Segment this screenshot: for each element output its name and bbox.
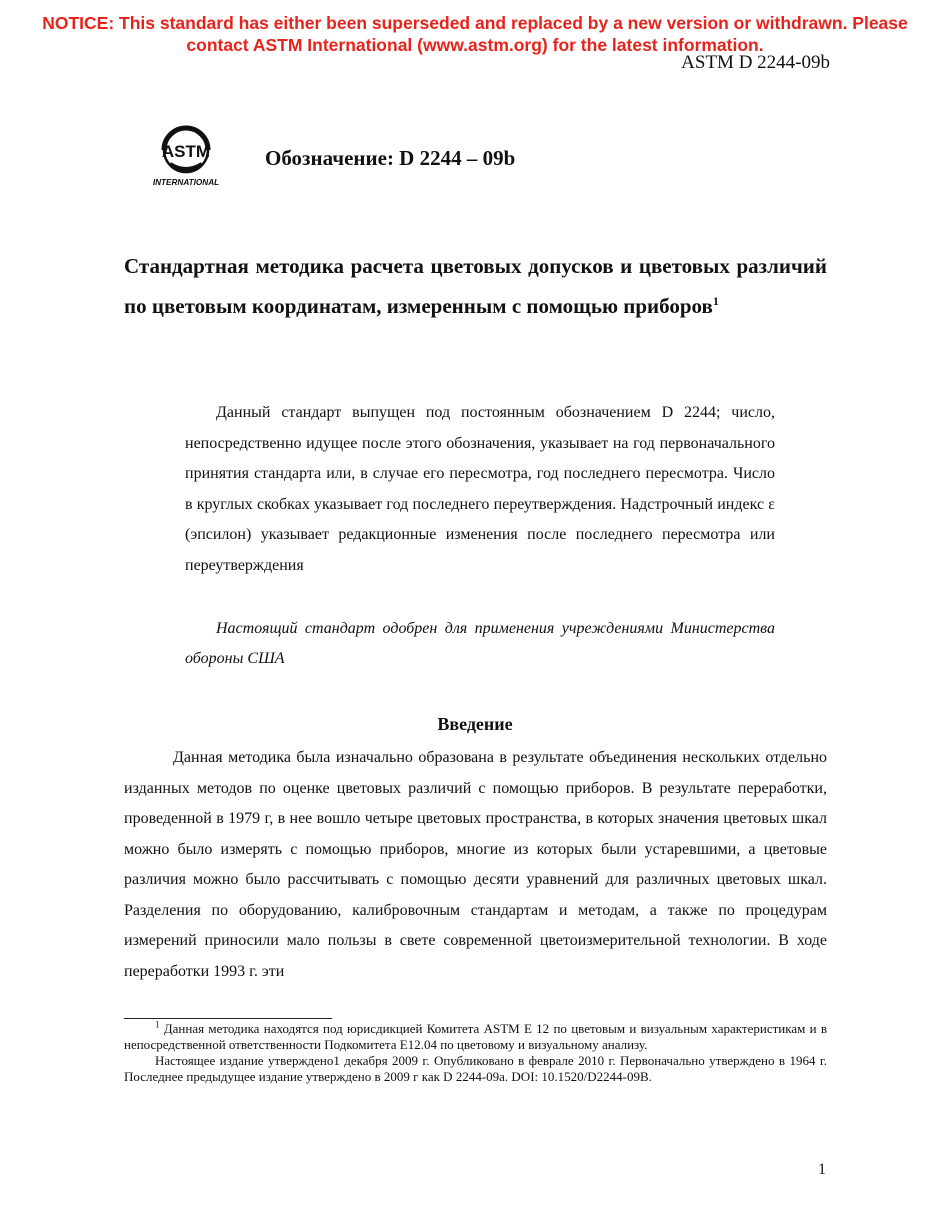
logo-wordmark: ASTM	[161, 142, 211, 161]
notice-line-1: NOTICE: This standard has either been superseded and replaced by a new version or withdrawn. Please	[42, 13, 908, 33]
footnote-2: Настоящее издание утверждено1 декабря 2009 г. Опубликовано в феврале 2010 г. Первоначально утверждено в 1964 г. Последнее предыдущее издание утверждено в 2009 г как D 2244-09a. DOI: 10.1520/D2244-09B.	[124, 1053, 827, 1084]
introduction-body	[124, 743, 827, 987]
withdrawal-notice	[0, 12, 950, 56]
astm-international-logo	[148, 124, 226, 190]
document-title	[124, 246, 827, 326]
designation-title: Обозначение: D 2244 – 09b	[265, 146, 516, 170]
preamble-text: Данный стандарт выпущен под постоянным обозначением D 2244; число, непосредственно идущее после этого обозначения, указывает на год первоначального принятия стандарта или, в случае его пересмотра, год последнего пересмотра. Число в круглых скобках указывает год последнего переутверждения. Надстрочный индекс ε (эпсилон) указывает редакционные изменения после последнего пересмотра или переутверждения	[185, 404, 775, 574]
section-heading-introduction: Введение	[437, 714, 513, 734]
footnote-1	[124, 1021, 827, 1053]
introduction-text: Данная методика была изначально образована в результате объединения нескольких отдельно изданных методов по оценке цветовых различий с помощью приборов. В результате переработки, проведенной в 1979 г, в нее вошло четыре цветовых пространства, в которых значения цветовых шкал можно было измерять с помощью приборов, многие из которых были устаревшими, а цветовые различия можно было рассчитывать с помощью десяти уравнений для различных цветовых шкал. Разделения по оборудованию, калибровочным стандартам и методам, а также по процедурам измерений приносили мало пользы в свете современной цветоизмерительной технологии. В ходе переработки 1993 г. эти	[124, 749, 827, 980]
logo-emblem-icon	[162, 128, 210, 172]
header-standard-code: ASTM D 2244-09b	[681, 52, 830, 73]
footnotes	[124, 1021, 827, 1085]
notice-line-2: contact ASTM International (www.astm.org) for the latest information.	[186, 35, 764, 55]
logo-caption: INTERNATIONAL	[152, 178, 220, 187]
approval-statement	[185, 614, 775, 674]
title-footnote-ref[interactable]: 1	[712, 294, 719, 308]
approval-text: Настоящий стандарт одобрен для применения учреждениями Министерства обороны США	[185, 620, 775, 667]
footnote-1-text: Данная методика находятся под юрисдикцией Комитета ASTM E 12 по цветовым и визуальным характеристикам и в непосредственной ответственности Подкомитета E12.04 по цветовому и визуальному анализу.	[124, 1021, 827, 1052]
document-title-text: Стандартная методика расчета цветовых допусков и цветовых различий по цветовым координатам, измеренным с помощью приборов	[124, 254, 827, 318]
footnote-1-marker: 1	[155, 1019, 160, 1030]
page-number: 1	[818, 1161, 826, 1178]
preamble-paragraph	[185, 398, 775, 581]
